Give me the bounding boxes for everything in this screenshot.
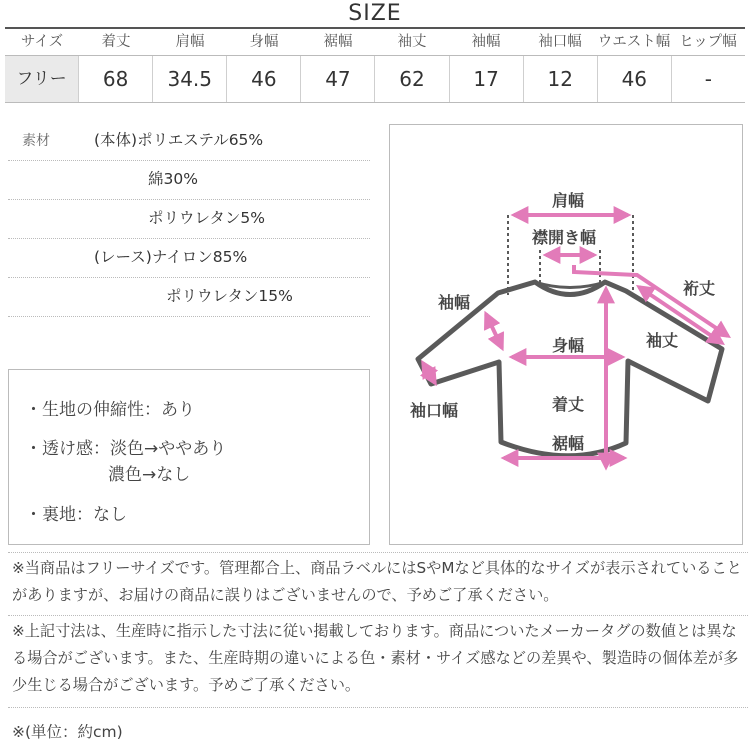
material-row bbox=[8, 200, 370, 239]
label-shoulder: 肩幅 bbox=[552, 191, 585, 210]
header-waist-width: ウエスト幅 bbox=[597, 34, 671, 50]
sheer-text: ・透け感：淡色→ややあり bbox=[25, 439, 227, 459]
header-hip-width: ヒップ幅 bbox=[679, 34, 737, 50]
sleeve-width-arrow bbox=[486, 314, 502, 348]
label-cuff: 袖口幅 bbox=[410, 401, 459, 420]
header-length: 着丈 bbox=[101, 34, 131, 50]
cell-cuff-width: 12 bbox=[523, 56, 597, 102]
header-cuff-width: 袖口幅 bbox=[538, 34, 582, 50]
label-sleeve-length: 袖丈 bbox=[646, 331, 679, 350]
label-body-width: 身幅 bbox=[552, 336, 585, 355]
material-row bbox=[8, 122, 370, 161]
material-line: 綿30% bbox=[148, 170, 198, 188]
note-free-size: ※当商品はフリーサイズです。管理都合上、商品ラベルにはSやMなど具体的なサイズが表示されていることがありますが、お届けの商品に誤りはございませんので、予めご了承ください。 bbox=[12, 559, 742, 604]
material-row bbox=[8, 239, 370, 278]
label-sleeve-width: 袖幅 bbox=[438, 293, 471, 312]
material-row bbox=[8, 278, 370, 317]
header-sleeve-length: 袖丈 bbox=[397, 34, 427, 50]
page-title: SIZE bbox=[348, 1, 402, 26]
header-shoulder: 肩幅 bbox=[175, 34, 205, 50]
note-measurements: ※上記寸法は、生産時に指示した寸法に従い掲載しております。商品についたメーカータグの数値とは異なる場合がございます。また、生産時期の違いによる色・素材・サイズ感などの差異や、製造時の個体差が多少生じる場合がございます。予めご了承ください。 bbox=[12, 622, 739, 694]
lining-text: ・裏地：なし bbox=[25, 505, 127, 525]
notes-divider bbox=[8, 707, 748, 708]
material-label: 素材 bbox=[22, 133, 50, 149]
notes-section bbox=[8, 552, 748, 694]
material-row bbox=[8, 161, 370, 200]
header-size: サイズ bbox=[20, 34, 64, 50]
cell-sleeve-width: 17 bbox=[449, 56, 523, 102]
size-table-header bbox=[5, 31, 745, 53]
sheer-text-dark: 濃色→なし bbox=[108, 465, 191, 485]
label-yuki: 裄丈 bbox=[683, 279, 716, 298]
cell-shoulder: 34.5 bbox=[152, 56, 226, 102]
cell-waist-width: 46 bbox=[597, 56, 671, 102]
title-divider bbox=[5, 27, 745, 29]
cell-hem-width: 47 bbox=[300, 56, 374, 102]
cell-body-width: 46 bbox=[226, 56, 300, 102]
cell-hip-width: - bbox=[671, 56, 745, 102]
header-hem-width: 裾幅 bbox=[323, 34, 353, 50]
unit-note: ※(単位：約cm) bbox=[12, 723, 123, 741]
cell-length: 68 bbox=[78, 56, 152, 102]
material-line: (本体)ポリエステル65% bbox=[94, 131, 264, 149]
header-body-width: 身幅 bbox=[249, 34, 279, 50]
cell-sleeve-length: 62 bbox=[374, 56, 448, 102]
cell-size: フリー bbox=[5, 56, 78, 102]
header-sleeve-width: 袖幅 bbox=[471, 34, 501, 50]
table-row bbox=[5, 55, 745, 103]
label-length: 着丈 bbox=[552, 395, 585, 414]
label-hem: 裾幅 bbox=[552, 434, 585, 453]
notes-divider bbox=[8, 615, 748, 616]
material-line: ポリウレタン5% bbox=[148, 209, 265, 227]
fabric-properties-box bbox=[8, 369, 370, 545]
material-line: (レース)ナイロン85% bbox=[94, 248, 248, 266]
stretch-text: ・生地の伸縮性：あり bbox=[25, 400, 195, 420]
material-line: ポリウレタン15% bbox=[166, 287, 293, 305]
measurement-diagram bbox=[389, 124, 743, 545]
label-neck: 襟開き幅 bbox=[532, 228, 597, 247]
